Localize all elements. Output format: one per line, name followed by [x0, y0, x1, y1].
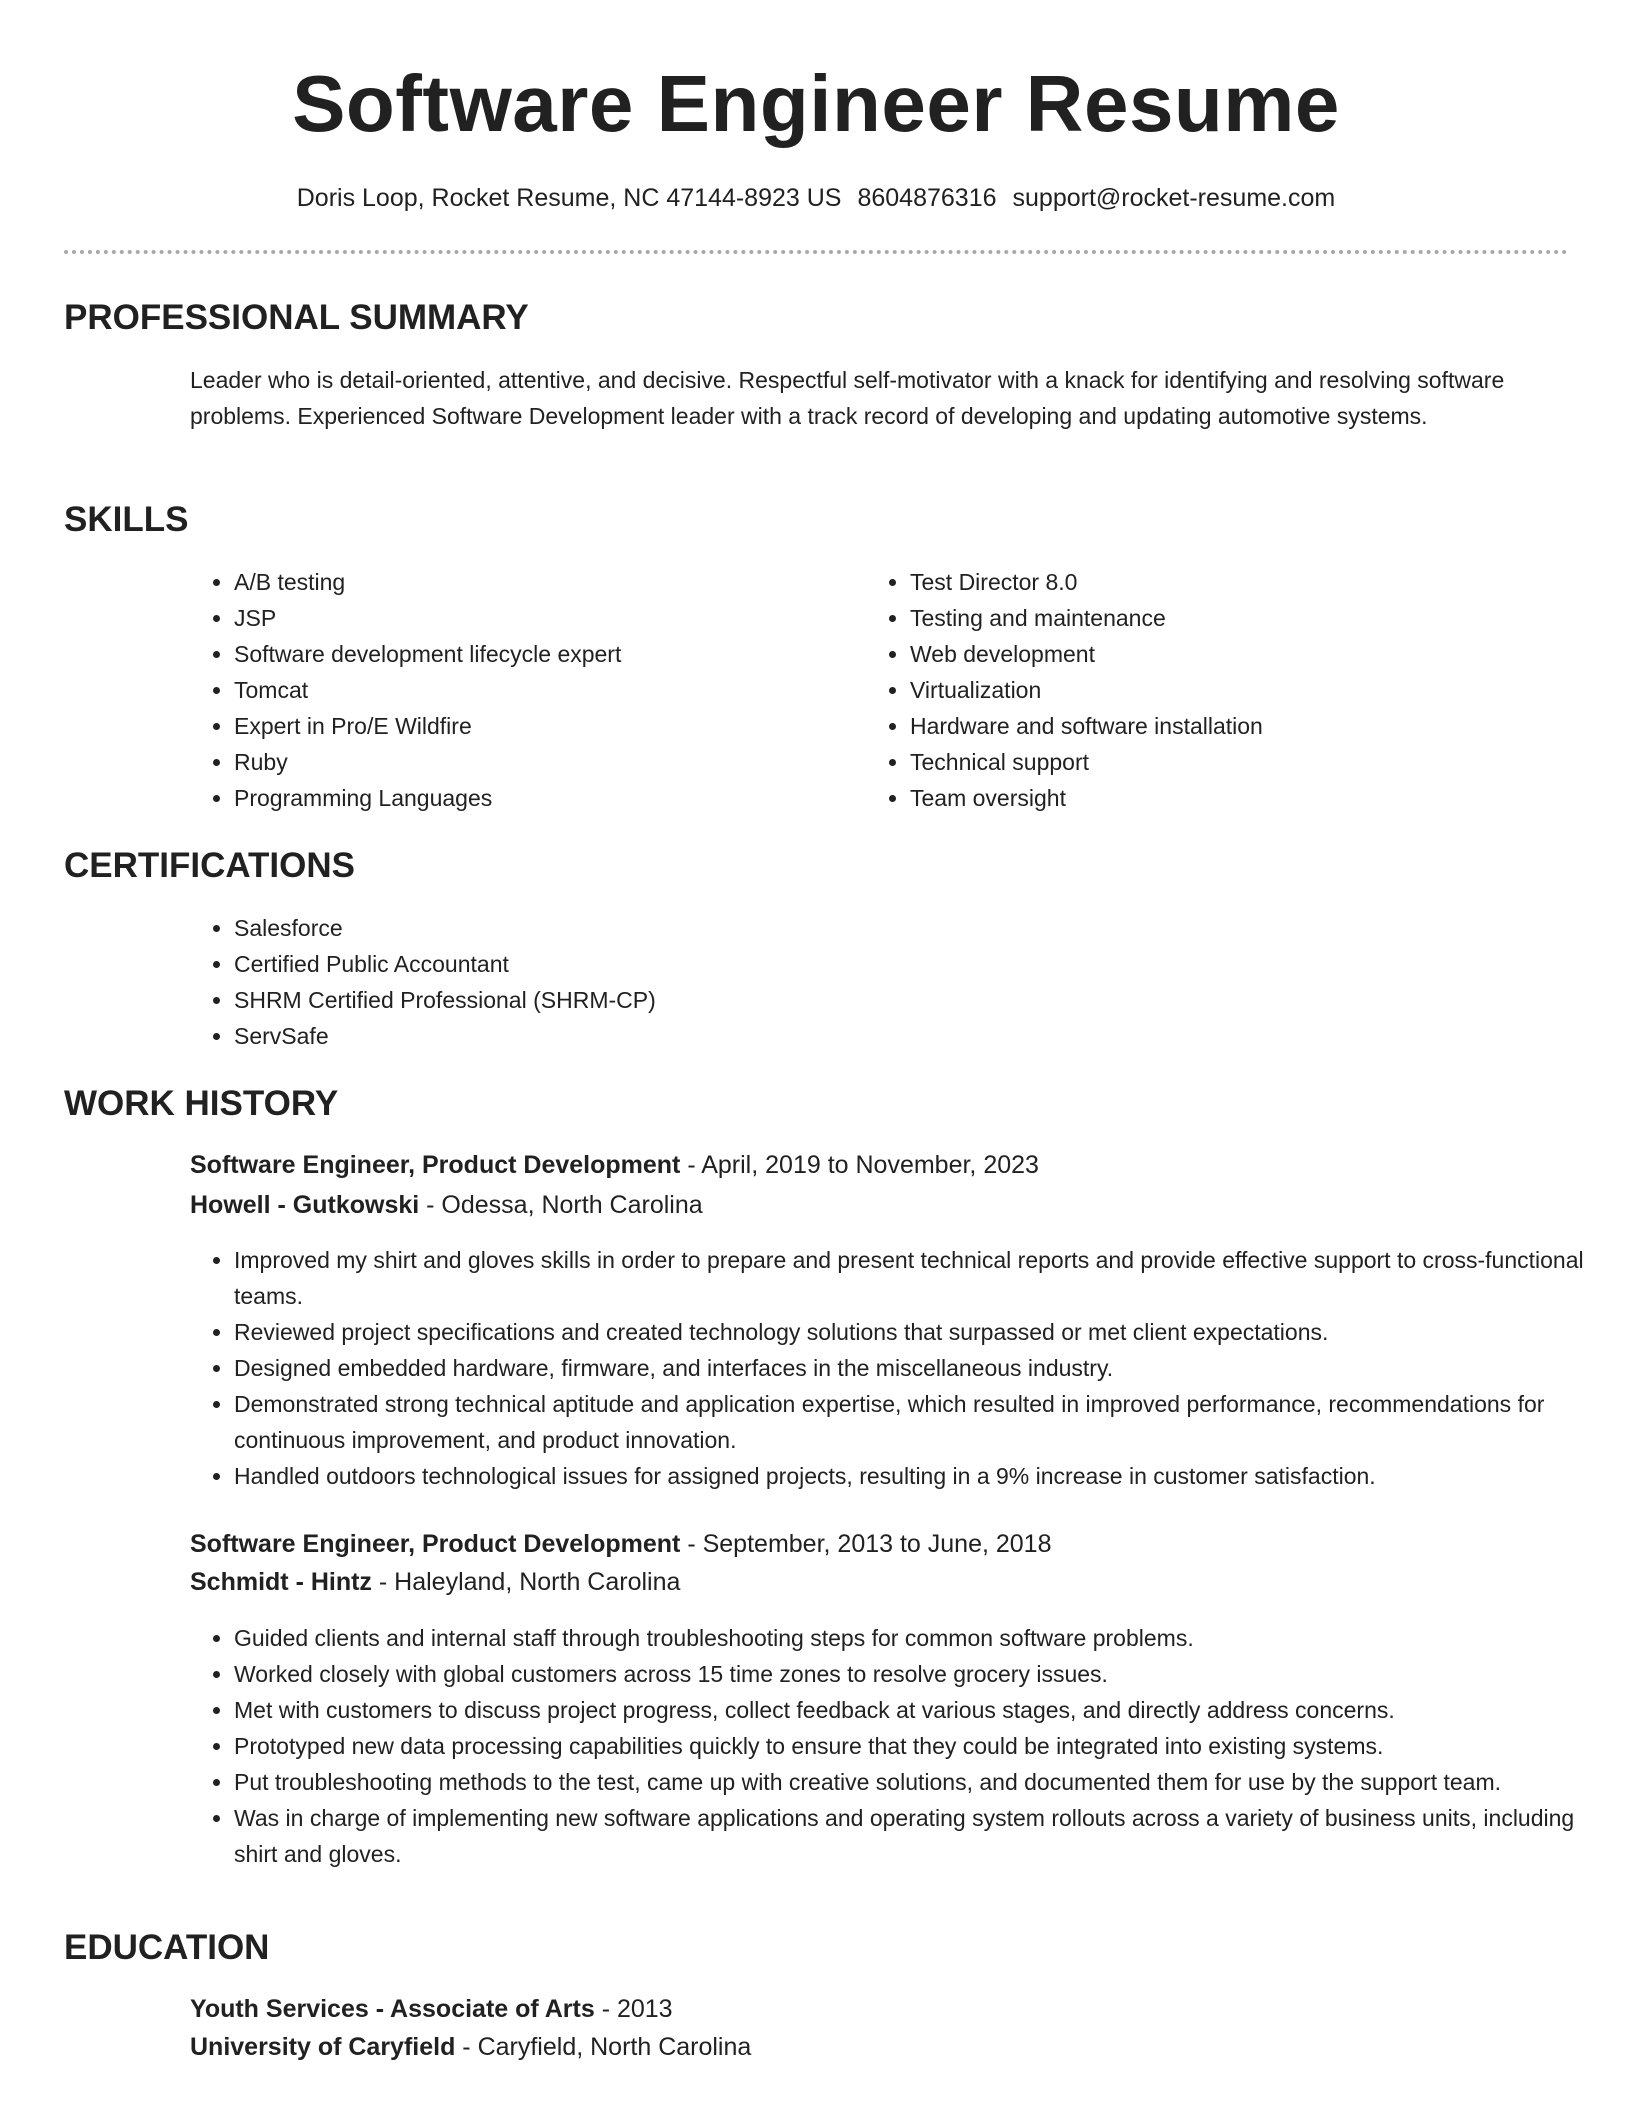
education-school-line	[190, 2028, 751, 2066]
contact-line	[0, 180, 1632, 216]
certification-item: • ServSafe	[234, 1018, 1134, 1054]
contact-email: support@rocket-resume.com	[1012, 184, 1336, 212]
header-divider	[64, 250, 1568, 254]
certification-item: • SHRM Certified Professional (SHRM-CP)	[234, 982, 1134, 1018]
job-duty-item: • Improved my shirt and gloves skills in order to prepare and present technical reports and provide effective support to cross-functional teams.	[234, 1242, 1584, 1314]
job-duty-item: • Demonstrated strong technical aptitude and application expertise, which resulted in improved performance, recommendations for continuous improvement, and product innovation.	[234, 1386, 1584, 1458]
skill-item: • Testing and maintenance	[910, 600, 1550, 636]
skill-item: • Web development	[910, 636, 1550, 672]
certification-item: • Certified Public Accountant	[234, 946, 1134, 982]
job-title-line	[190, 1146, 1039, 1184]
job-duties-list	[190, 1242, 1584, 1494]
education-degree: Youth Services - Associate of Arts	[190, 1995, 595, 2023]
skill-item: • Expert in Pro/E Wildfire	[234, 708, 834, 744]
contact-phone: 8604876316	[857, 184, 997, 212]
job-dates: - April, 2019 to November, 2023	[680, 1151, 1039, 1179]
skills-list-right	[866, 564, 1550, 816]
work-history-heading: WORK HISTORY	[64, 1084, 339, 1123]
summary-heading: PROFESSIONAL SUMMARY	[64, 298, 529, 337]
skill-item: • Test Director 8.0	[910, 564, 1550, 600]
certification-item: • Salesforce	[234, 910, 1134, 946]
skills-heading: SKILLS	[64, 500, 189, 539]
education-heading: EDUCATION	[64, 1928, 270, 1967]
job-duty-item: • Guided clients and internal staff through troubleshooting steps for common software problems.	[234, 1620, 1584, 1656]
job-duty-item: • Worked closely with global customers across 15 time zones to resolve grocery issues.	[234, 1656, 1584, 1692]
job-duty-item: • Put troubleshooting methods to the test, came up with creative solutions, and documented them for use by the support team.	[234, 1764, 1584, 1800]
job-duty-item: • Met with customers to discuss project progress, collect feedback at various stages, and directly address concerns.	[234, 1692, 1584, 1728]
education-location: - Caryfield, North Carolina	[455, 2033, 752, 2061]
skills-list-left	[190, 564, 834, 816]
certifications-heading: CERTIFICATIONS	[64, 846, 356, 885]
contact-address: Doris Loop, Rocket Resume, NC 47144-8923 US	[296, 184, 842, 212]
job-location: - Odessa, North Carolina	[419, 1191, 703, 1219]
job-duty-item: • Handled outdoors technological issues for assigned projects, resulting in a 9% increase in customer satisfaction.	[234, 1458, 1584, 1494]
job-duty-item: • Was in charge of implementing new software applications and operating system rollouts across a variety of business units, including shirt and gloves.	[234, 1800, 1584, 1872]
job-company-line	[190, 1186, 703, 1224]
job-company-line	[190, 1563, 680, 1601]
job-title: Software Engineer, Product Development	[190, 1530, 681, 1558]
certifications-list	[190, 910, 1134, 1054]
skill-item: • Software development lifecycle expert	[234, 636, 834, 672]
job-duty-item: • Prototyped new data processing capabilities quickly to ensure that they could be integrated into existing systems.	[234, 1728, 1584, 1764]
job-title-line	[190, 1525, 1051, 1563]
skill-item: • Technical support	[910, 744, 1550, 780]
job-duty-item: • Designed embedded hardware, firmware, and interfaces in the miscellaneous industry.	[234, 1350, 1584, 1386]
education-school: University of Caryfield	[190, 2033, 456, 2061]
job-dates: - September, 2013 to June, 2018	[680, 1530, 1052, 1558]
skill-item: • JSP	[234, 600, 834, 636]
education-degree-line	[190, 1990, 673, 2028]
skill-item: • Programming Languages	[234, 780, 834, 816]
skill-item: • Hardware and software installation	[910, 708, 1550, 744]
skill-item: • Tomcat	[234, 672, 834, 708]
education-year: - 2013	[594, 1995, 673, 2023]
skill-item: • Virtualization	[910, 672, 1550, 708]
job-location: - Haleyland, North Carolina	[371, 1568, 681, 1596]
skill-item: • A/B testing	[234, 564, 834, 600]
skill-item: • Team oversight	[910, 780, 1550, 816]
job-duty-item: • Reviewed project specifications and created technology solutions that surpassed or met client expectations.	[234, 1314, 1584, 1350]
summary-text: Leader who is detail-oriented, attentive, and decisive. Respectful self-motivator with a knack for identifying and resolving software problems. Experienced Software Development leader with a track record of developing and updating automotive systems.	[190, 367, 1505, 429]
job-title: Software Engineer, Product Development	[190, 1151, 681, 1179]
resume-title: Software Engineer Resume	[292, 59, 1340, 148]
skill-item: • Ruby	[234, 744, 834, 780]
job-duties-list	[190, 1620, 1584, 1872]
job-company: Schmidt - Hintz	[190, 1568, 372, 1596]
job-company: Howell - Gutkowski	[190, 1191, 420, 1219]
